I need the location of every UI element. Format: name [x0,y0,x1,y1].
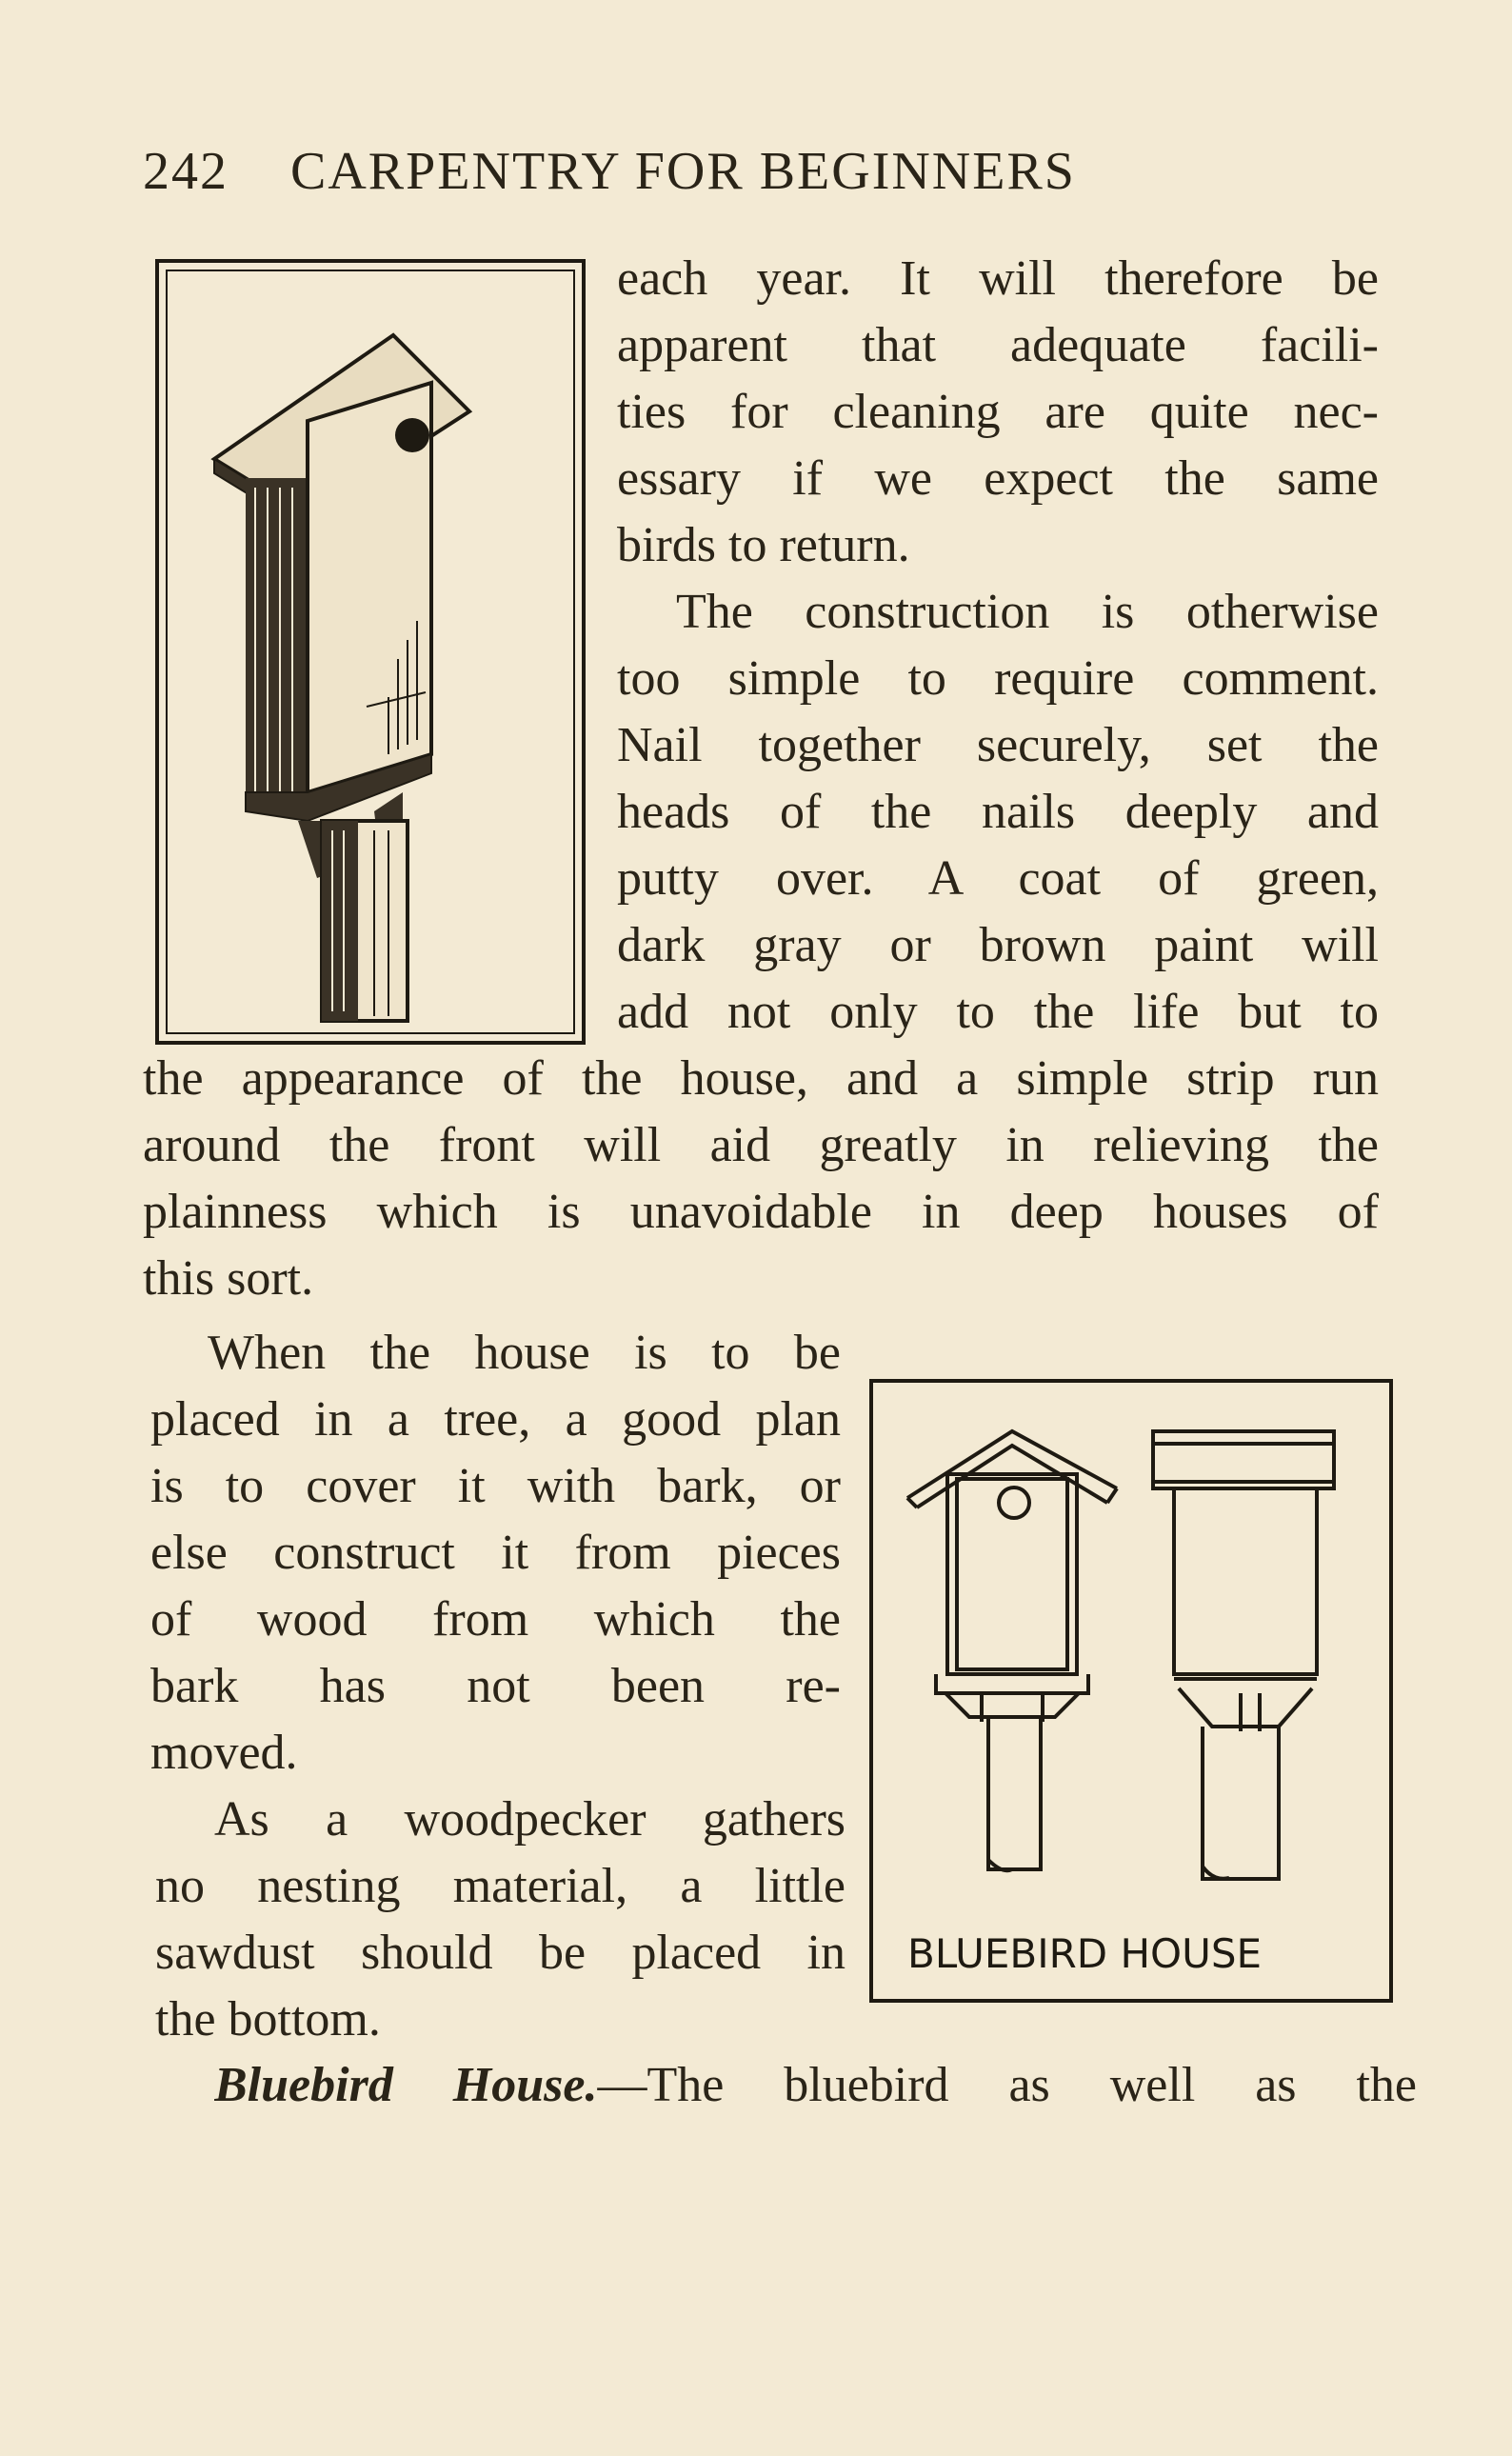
bluebird-house-diagram [869,1379,1393,2003]
text-line: this sort. [143,1251,314,1306]
text-line [214,2052,1417,2119]
text-line: add not only to the life but to [617,985,1379,1039]
text-line: Nail together securely, set the [617,718,1379,772]
text-line: essary if we expect the same [617,451,1379,506]
text-line: apparent that adequate facili- [617,318,1379,372]
text-line: putty over. A coat of green, [617,851,1379,906]
text-line: around the front will aid greatly in relieving the [143,1118,1379,1172]
page-number: 242 [143,142,229,201]
text-line: else construct it from pieces [150,1526,841,1580]
text-span: —The bluebird as well as the [597,2058,1417,2112]
text-line: bark has not been re- [150,1659,841,1713]
text-line: the bottom. [155,1992,381,2047]
text-line: The construction is otherwise [676,585,1379,639]
text-line: each year. It will therefore be [617,251,1379,306]
woodpecker-house-illustration [155,259,586,1045]
text-line: too simple to require comment. [617,651,1379,706]
text-line: placed in a tree, a good plan [150,1392,841,1447]
section-heading: Bluebird House. [214,2058,598,2112]
text-line: no nesting material, a little [155,1859,846,1913]
text-line: moved. [150,1726,298,1780]
running-header [143,141,1381,208]
text-line: ties for cleaning are quite nec- [617,385,1379,439]
text-line: dark gray or brown paint will [617,918,1379,972]
text-line: is to cover it with bark, or [150,1459,841,1513]
text-line: heads of the nails deeply and [617,785,1379,839]
text-line: of wood from which the [150,1592,841,1647]
text-line: sawdust should be placed in [155,1926,846,1980]
text-line: birds to return. [617,518,910,572]
book-title: CARPENTRY FOR BEGINNERS [290,142,1076,201]
text-line: As a woodpecker gathers [214,1792,846,1847]
text-line: plainness which is unavoidable in deep houses of [143,1185,1379,1239]
text-line: the appearance of the house, and a simple strip run [143,1051,1379,1106]
text-line: When the house is to be [208,1326,841,1380]
figure-caption: BLUEBIRD HOUSE [907,1930,1263,1977]
